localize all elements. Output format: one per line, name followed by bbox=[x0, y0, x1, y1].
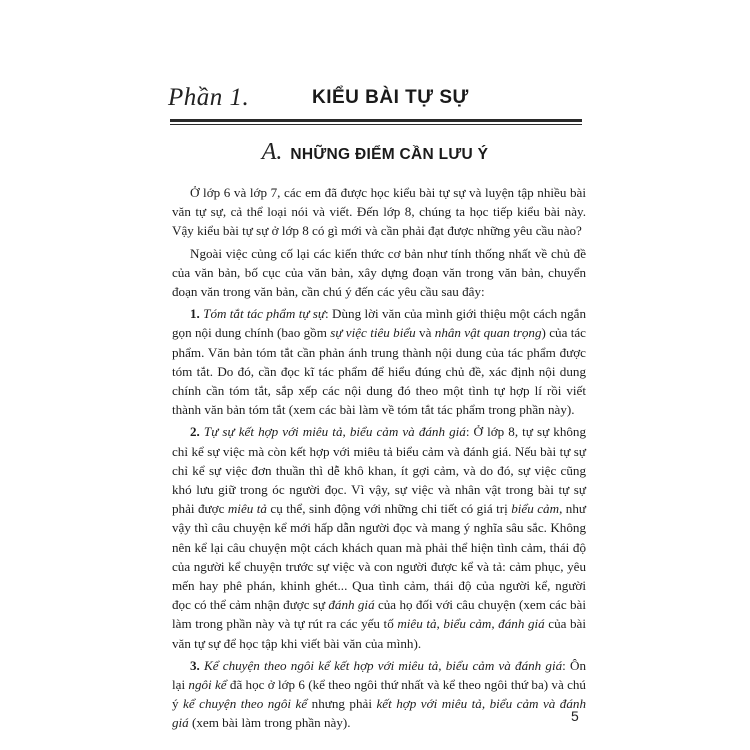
item-text: đã học ở lớp 6 (kể theo ngôi thứ nhất và kể theo ngôi thứ ba) và chú ý bbox=[172, 677, 586, 712]
item-text: của họ đối với câu chuyện (xem các bài làm trong phần này và tự rút ra các yếu tố bbox=[172, 597, 586, 632]
item-text: của bài văn tự sự để học tập khi viết bài văn của mình). bbox=[172, 616, 587, 651]
item-emphasis: miêu tả bbox=[227, 501, 267, 517]
section-heading bbox=[0, 139, 750, 166]
item-number: 1. bbox=[190, 306, 200, 322]
item-emphasis: kết hợp với miêu tả, biểu cảm và đánh giá bbox=[172, 696, 586, 731]
item-text: : Ở lớp 8, tự sự không chỉ kể sự việc mà còn kết hợp với miêu tả biểu cảm và đánh giá. Nếu bài tự sự chỉ kể sự việc đơn thuần thì dễ khô khan, ít gợi cảm, và do đó, sự việc cũng khó lưu giữ trong óc người đọc. Vì vậy, sự việc và nhân vật trong bài tự sự phải được bbox=[172, 424, 587, 517]
list-item-summary bbox=[172, 304, 586, 419]
section-title: NHỮNG ĐIỂM CẦN LƯU Ý bbox=[290, 146, 489, 163]
item-text: và bbox=[415, 325, 435, 341]
item-text: cụ thể, sinh động với những chi tiết có giá trị bbox=[266, 501, 512, 517]
list-item-point-of-view bbox=[172, 656, 586, 733]
paragraph-intro: Ở lớp 6 và lớp 7, các em đã được học kiểu bài tự sự và luyện tập nhiều bài văn tự sự, cả thể loại nói và viết. Đến lớp 8, chúng ta học tiếp kiểu bài này. Vậy kiểu bài tự sự ở lớp 8 có gì mới và cần phải đạt được những yêu cầu nào? bbox=[172, 185, 586, 239]
item-emphasis: đánh giá bbox=[328, 597, 375, 613]
item-label: Kể chuyện theo ngôi kể kết hợp với miêu tả, biểu cảm và đánh giá bbox=[204, 657, 563, 673]
section-letter: A. bbox=[261, 139, 283, 165]
item-emphasis: sự việc tiêu biểu bbox=[330, 325, 416, 341]
item-text: : Dùng lời văn của mình giới thiệu một cách ngắn gọn nội dung chính (bao gồm bbox=[172, 306, 586, 341]
list-item-narration bbox=[172, 422, 586, 652]
item-emphasis: ngôi kể bbox=[188, 677, 227, 693]
header-rule-thin bbox=[170, 124, 582, 125]
item-text: ) của tác phẩm. Văn bản tóm tắt cần phản ánh trung thành nội dung của tác phẩm được tóm tắt. Do đó, cần đọc kĩ tác phẩm để hiểu đúng chủ đề, xác định nội dung chính cần tóm tắt, sắp xếp các nội dung đó theo một tình tự hợp lí rồi viết thành văn bản tóm tắt (xem các bài làm về tóm tắt tác phẩm trong phần này). bbox=[172, 325, 586, 418]
item-emphasis: nhân vật quan trọng bbox=[434, 325, 542, 341]
part-label: Phần 1. bbox=[168, 84, 250, 111]
item-text: (xem bài làm trong phần này). bbox=[188, 715, 351, 731]
header-rule-thick bbox=[170, 119, 582, 122]
item-label: Tự sự kết hợp với miêu tả, biểu cảm và đánh giá bbox=[203, 424, 466, 440]
item-number: 3. bbox=[190, 657, 200, 673]
item-emphasis: miêu tả, biểu cảm, đánh giá bbox=[397, 616, 545, 632]
chapter-title: KIỂU BÀI TỰ SỰ bbox=[312, 87, 469, 108]
item-emphasis: kể chuyện theo ngôi kể bbox=[183, 696, 308, 712]
item-emphasis: biểu cảm bbox=[511, 501, 560, 517]
paragraph-requirements: Ngoài việc củng cố lại các kiến thức cơ bản như tính thống nhất về chủ đề của văn bản, bố cục của văn bản, xây dựng đoạn văn trong văn bản, chuyển đoạn văn trong văn bản, cần chú ý đến các yêu cầu sau đây: bbox=[172, 245, 586, 300]
item-text: nhưng phải bbox=[307, 696, 377, 712]
body-text bbox=[172, 183, 586, 733]
item-text: , như vậy thì câu chuyện kể mới hấp dẫn người đọc và mang ý nghĩa sâu sắc. Không nên kể lại câu chuyện một cách khách quan mà phải thể hiện tình cảm, thái độ của người kể chuyện trước sự việc và con người được kể và tả: cảm phục, yêu mến hay phê phán, khinh ghét... Qua tình cảm, thái độ của người kể, người đọc có thể cảm nhận được sự bbox=[172, 501, 586, 613]
item-text: : Ôn lại bbox=[172, 657, 586, 693]
item-label: Tóm tắt tác phẩm tự sự bbox=[203, 306, 326, 322]
page-number: 5 bbox=[571, 708, 579, 724]
item-number: 2. bbox=[190, 424, 200, 440]
